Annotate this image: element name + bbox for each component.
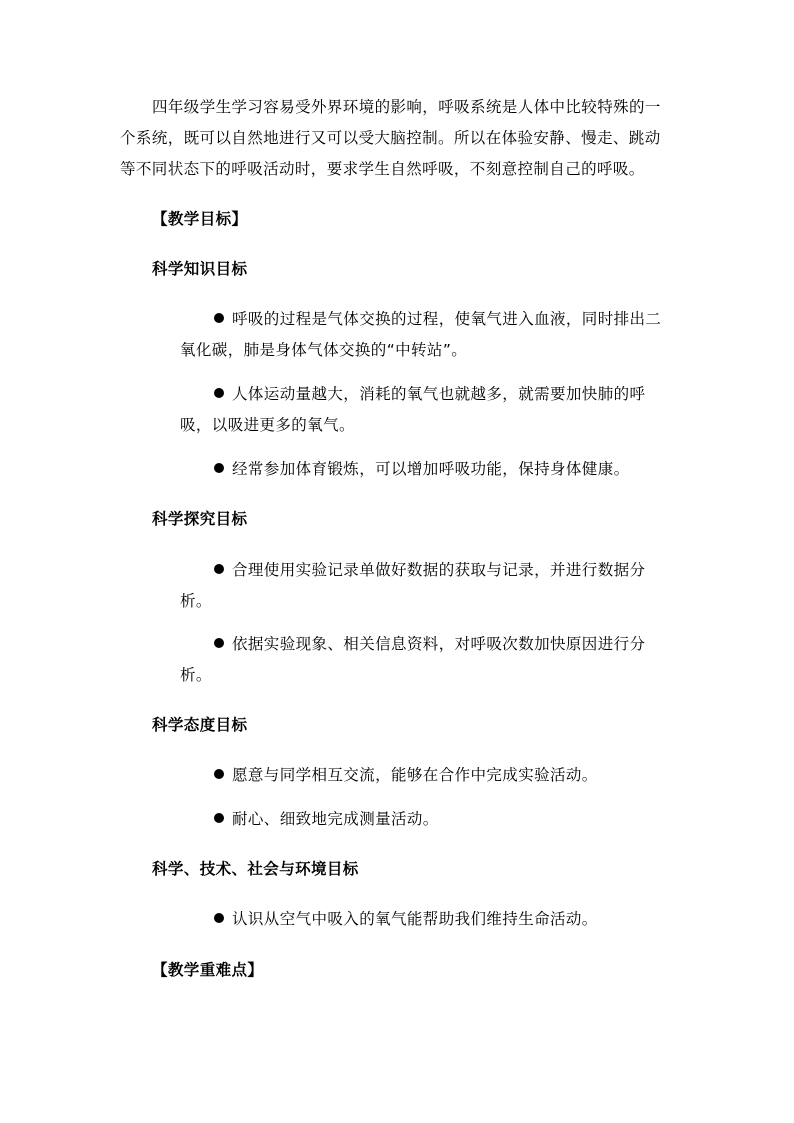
- intro-line-1: 四年级学生学习容易受外界环境的影响，呼吸系统是人体中比较特殊的一: [152, 98, 661, 116]
- knowledge-item-2-continuation: 吸，以吸进更多的氧气。: [180, 416, 355, 434]
- knowledge-item-1-text: 呼吸的过程是气体交换的过程，使氧气进入血液，同时排出二: [232, 310, 662, 328]
- teaching-goals-heading: 【教学目标】: [152, 210, 248, 228]
- inquiry-item-2-text: 依据实验现象、相关信息资料，对呼吸次数加快原因进行分: [232, 635, 646, 653]
- bullet-icon: [214, 813, 224, 823]
- inquiry-item-2-continuation: 析。: [180, 666, 212, 684]
- attitude-item-2: [214, 808, 439, 830]
- bullet-icon: [214, 564, 224, 574]
- bullet-icon: [214, 913, 224, 923]
- bullet-icon: [214, 638, 224, 648]
- bullet-icon: [214, 388, 224, 398]
- attitude-item-2-text: 耐心、细致地完成测量活动。: [232, 810, 439, 828]
- stse-item-1-text: 认识从空气中吸入的氧气能帮助我们维持生命活动。: [232, 910, 598, 928]
- knowledge-goals-heading: 科学知识目标: [152, 260, 248, 278]
- knowledge-item-3: [214, 458, 630, 480]
- knowledge-item-3-text: 经常参加体育锻炼，可以增加呼吸功能，保持身体健康。: [232, 460, 630, 478]
- knowledge-item-2: [214, 383, 645, 405]
- knowledge-item-2-text: 人体运动量越大，消耗的氧气也就越多，就需要加快肺的呼: [232, 385, 646, 403]
- attitude-goals-heading: 科学态度目标: [152, 716, 248, 734]
- inquiry-item-1-text: 合理使用实验记录单做好数据的获取与记录，并进行数据分: [232, 561, 646, 579]
- bullet-icon: [214, 769, 224, 779]
- intro-line-2: 个系统，既可以自然地进行又可以受大脑控制。所以在体验安静、慢走、跳动: [120, 129, 661, 147]
- inquiry-item-1: [214, 559, 645, 581]
- intro-line-3: 等不同状态下的呼吸活动时，要求学生自然呼吸，不刻意控制自己的呼吸。: [120, 160, 645, 178]
- attitude-item-1-text: 愿意与同学相互交流，能够在合作中完成实验活动。: [232, 766, 598, 784]
- stse-item-1: [214, 908, 598, 930]
- bullet-icon: [214, 313, 224, 323]
- inquiry-item-2: [214, 633, 645, 655]
- attitude-item-1: [214, 764, 598, 786]
- bullet-icon: [214, 463, 224, 473]
- inquiry-item-1-continuation: 析。: [180, 592, 212, 610]
- key-points-heading: 【教学重难点】: [152, 961, 264, 979]
- stse-goals-heading: 科学、技术、社会与环境目标: [152, 860, 359, 878]
- knowledge-item-1-continuation: 氧化碳，肺是身体气体交换的“中转站”。: [180, 341, 468, 359]
- inquiry-goals-heading: 科学探究目标: [152, 510, 248, 528]
- knowledge-item-1: [214, 308, 661, 330]
